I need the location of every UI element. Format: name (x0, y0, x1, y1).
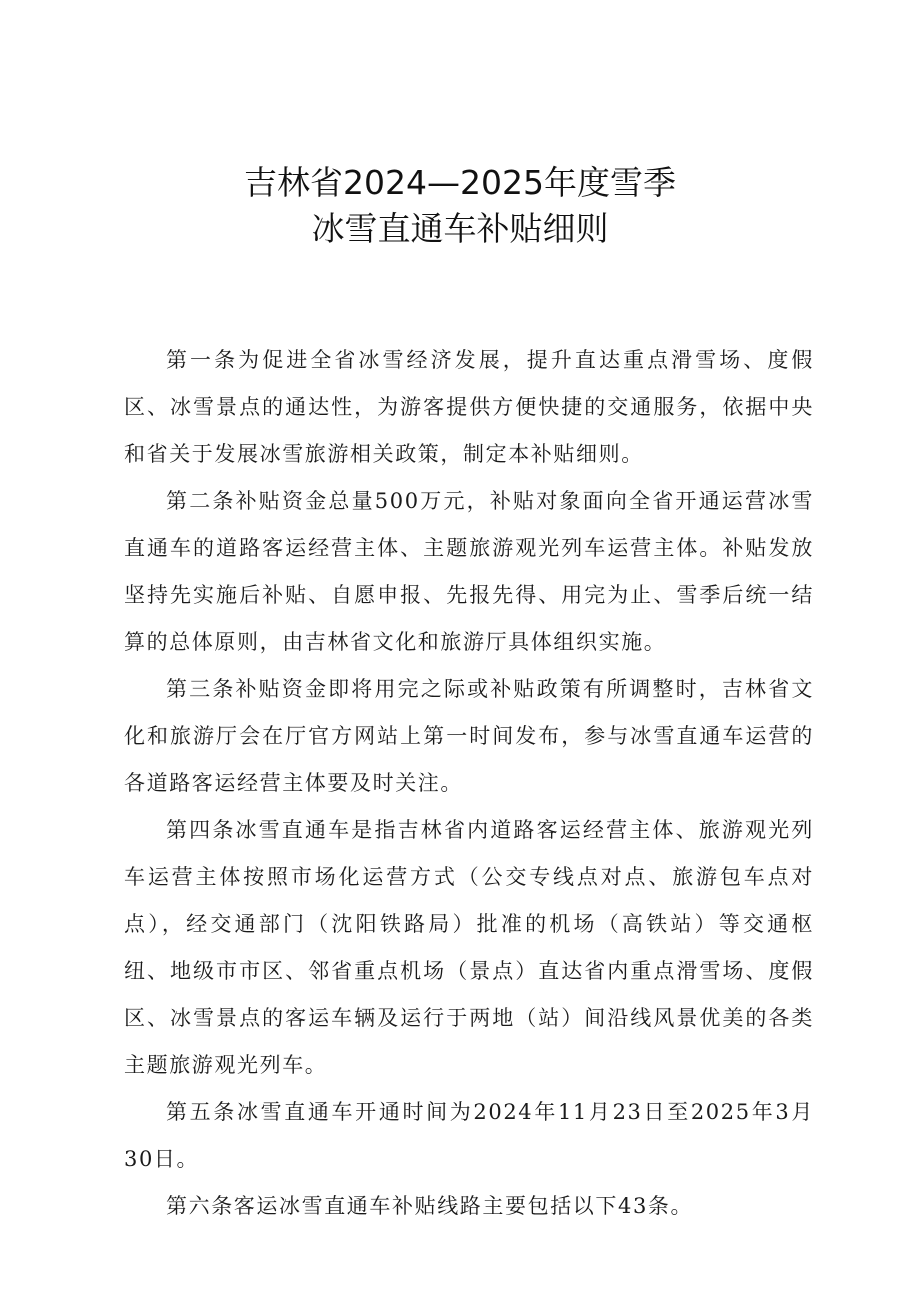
article-5-paragraph: 第五条冰雪直通车开通时间为2024年11月23日至2025年3月30日。 (124, 1100, 814, 1171)
article-3-paragraph: 第三条补贴资金即将用完之际或补贴政策有所调整时，吉林省文化和旅游厅会在厅官方网站上第一时间发布，参与冰雪直通车运营的各道路客运经营主体要及时关注。 (124, 677, 814, 795)
article-6-paragraph: 第六条客运冰雪直通车补贴线路主要包括以下43条。 (166, 1194, 694, 1218)
document-title (0, 160, 920, 252)
article-4-paragraph: 第四条冰雪直通车是指吉林省内道路客运经营主体、旅游观光列车运营主体按照市场化运营方式（公交专线点对点、旅游包车点对点），经交通部门（沈阳铁路局）批准的机场（高铁站）等交通枢纽、地级市市区、邻省重点机场（景点）直达省内重点滑雪场、度假区、冰雪景点的客运车辆及运行于两地（站）间沿线风景优美的各类主题旅游观光列车。 (124, 818, 814, 1077)
article-1-paragraph: 第一条为促进全省冰雪经济发展，提升直达重点滑雪场、度假区、冰雪景点的通达性，为游客提供方便快捷的交通服务，依据中央和省关于发展冰雪旅游相关政策，制定本补贴细则。 (124, 348, 814, 466)
title-line-2: 冰雪直通车补贴细则 (311, 209, 609, 248)
article-2-paragraph: 第二条补贴资金总量500万元，补贴对象面向全省开通运营冰雪直通车的道路客运经营主体、主题旅游观光列车运营主体。补贴发放坚持先实施后补贴、自愿申报、先报先得、用完为止、雪季后统一结算的总体原则，由吉林省文化和旅游厅具体组织实施。 (124, 489, 814, 654)
title-line-1: 吉林省2024—2025年度雪季 (244, 163, 676, 202)
document-body (124, 337, 814, 1230)
